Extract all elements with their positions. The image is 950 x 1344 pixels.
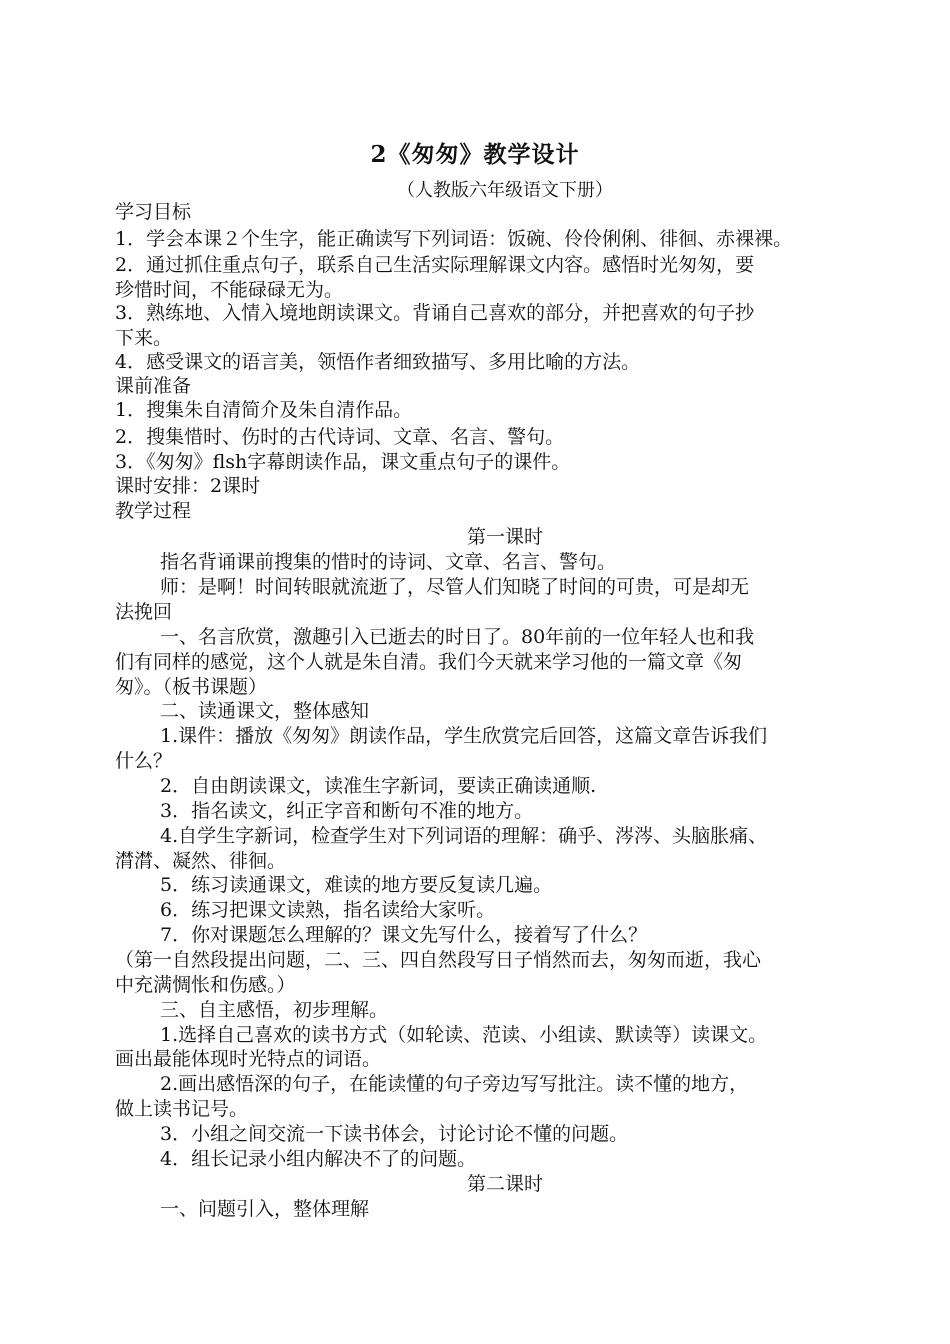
objective-3: 3．熟练地、入情入境地朗读课文。背诵自己喜欢的部分，并把喜欢的句子抄 bbox=[115, 302, 755, 324]
heading-objectives: 学习目标 bbox=[115, 201, 192, 223]
paragraph-line: 4．组长记录小组内解决不了的问题。 bbox=[160, 1148, 477, 1170]
paragraph-line: 做上读书记号。 bbox=[115, 1098, 249, 1120]
paragraph-line: 指名背诵课前搜集的惜时的诗词、文章、名言、警句。 bbox=[160, 551, 617, 573]
paragraph-line: 潸潸、凝然、徘徊。 bbox=[115, 850, 287, 872]
heading-preparation: 课前准备 bbox=[115, 375, 192, 397]
objective-3-cont: 下来。 bbox=[115, 327, 173, 349]
paragraph-line: 4.自学生字新词，检查学生对下列词语的理解：确乎、涔涔、头脑胀痛、 bbox=[160, 825, 768, 847]
schedule: 课时安排：2课时 bbox=[115, 475, 261, 497]
paragraph-line: 中充满惆怅和伤感。） bbox=[115, 974, 296, 996]
section-heading: 一、问题引入，整体理解 bbox=[160, 1198, 370, 1220]
paragraph-line: 画出最能体现时光特点的词语。 bbox=[115, 1048, 382, 1070]
objective-1: 1．学会本课２个生字，能正确读写下列词语：饭碗、伶伶俐俐、徘徊、赤裸裸。 bbox=[115, 228, 793, 250]
paragraph-line: 3．小组之间交流一下读书体会，讨论讨论不懂的问题。 bbox=[160, 1123, 629, 1145]
paragraph-line: 匆》。（板书课题） bbox=[115, 676, 268, 698]
preparation-3: 3．《匆匆》flsh字幕朗读作品，课文重点句子的课件。 bbox=[115, 451, 571, 473]
lesson-two-heading: 第二课时 bbox=[466, 1173, 543, 1195]
paragraph-line: 5．练习读通课文，难读的地方要反复读几遍。 bbox=[160, 874, 553, 896]
paragraph-line: 什么？ bbox=[115, 750, 173, 772]
document-title: 2《匆匆》教学设计 bbox=[370, 141, 580, 168]
paragraph-line: （第一自然段提出问题，二、三、四自然段写日子悄然而去，匆匆而逝，我心 bbox=[115, 949, 762, 971]
objective-4: 4．感受课文的语言美，领悟作者细致描写、多用比喻的方法。 bbox=[115, 351, 641, 373]
paragraph-line: 一、名言欣赏，激趣引入已逝去的时日了。80年前的一位年轻人也和我 bbox=[160, 626, 755, 648]
section-heading: 三、自主感悟，初步理解。 bbox=[160, 999, 389, 1021]
paragraph-line: 法挽回 bbox=[115, 601, 173, 623]
objective-2-cont: 珍惜时间，不能碌碌无为。 bbox=[115, 279, 344, 301]
preparation-1: 1．搜集朱自清简介及朱自清作品。 bbox=[115, 399, 413, 421]
paragraph-line: 们有同样的感觉，这个人就是朱自清。我们今天就来学习他的一篇文章《匆 bbox=[115, 651, 743, 673]
section-heading: 二、读通课文，整体感知 bbox=[160, 700, 370, 722]
paragraph-line: 2．自由朗读课文，读准生字新词，要读正确读通顺. bbox=[160, 775, 597, 797]
paragraph-line: 1.课件：播放《匆匆》朗读作品，学生欣赏完后回答，这篇文章告诉我们 bbox=[160, 725, 768, 747]
lesson-one-heading: 第一课时 bbox=[466, 526, 543, 548]
paragraph-line: 3．指名读文，纠正字音和断句不准的地方。 bbox=[160, 800, 534, 822]
preparation-2: 2．搜集惜时、伤时的古代诗词、文章、名言、警句。 bbox=[115, 426, 565, 448]
paragraph-line: 2.画出感悟深的句子，在能读懂的句子旁边写写批注。读不懂的地方， bbox=[160, 1073, 749, 1095]
document-subtitle: （人教版六年级语文下册） bbox=[397, 180, 613, 201]
paragraph-line: 1.选择自己喜欢的读书方式（如轮读、范读、小组读、默读等）读课文。 bbox=[160, 1024, 768, 1046]
paragraph-line: 6．练习把课文读熟，指名读给大家听。 bbox=[160, 899, 496, 921]
paragraph-line: 师：是啊！时间转眼就流逝了，尽管人们知晓了时间的可贵，可是却无 bbox=[160, 576, 750, 598]
objective-2: 2．通过抓住重点句子，联系自己生活实际理解课文内容。感悟时光匆匆，要 bbox=[115, 254, 755, 276]
paragraph-line: 7．你对课题怎么理解的？课文先写什么，接着写了什么？ bbox=[160, 924, 648, 946]
heading-process: 教学过程 bbox=[115, 500, 192, 522]
